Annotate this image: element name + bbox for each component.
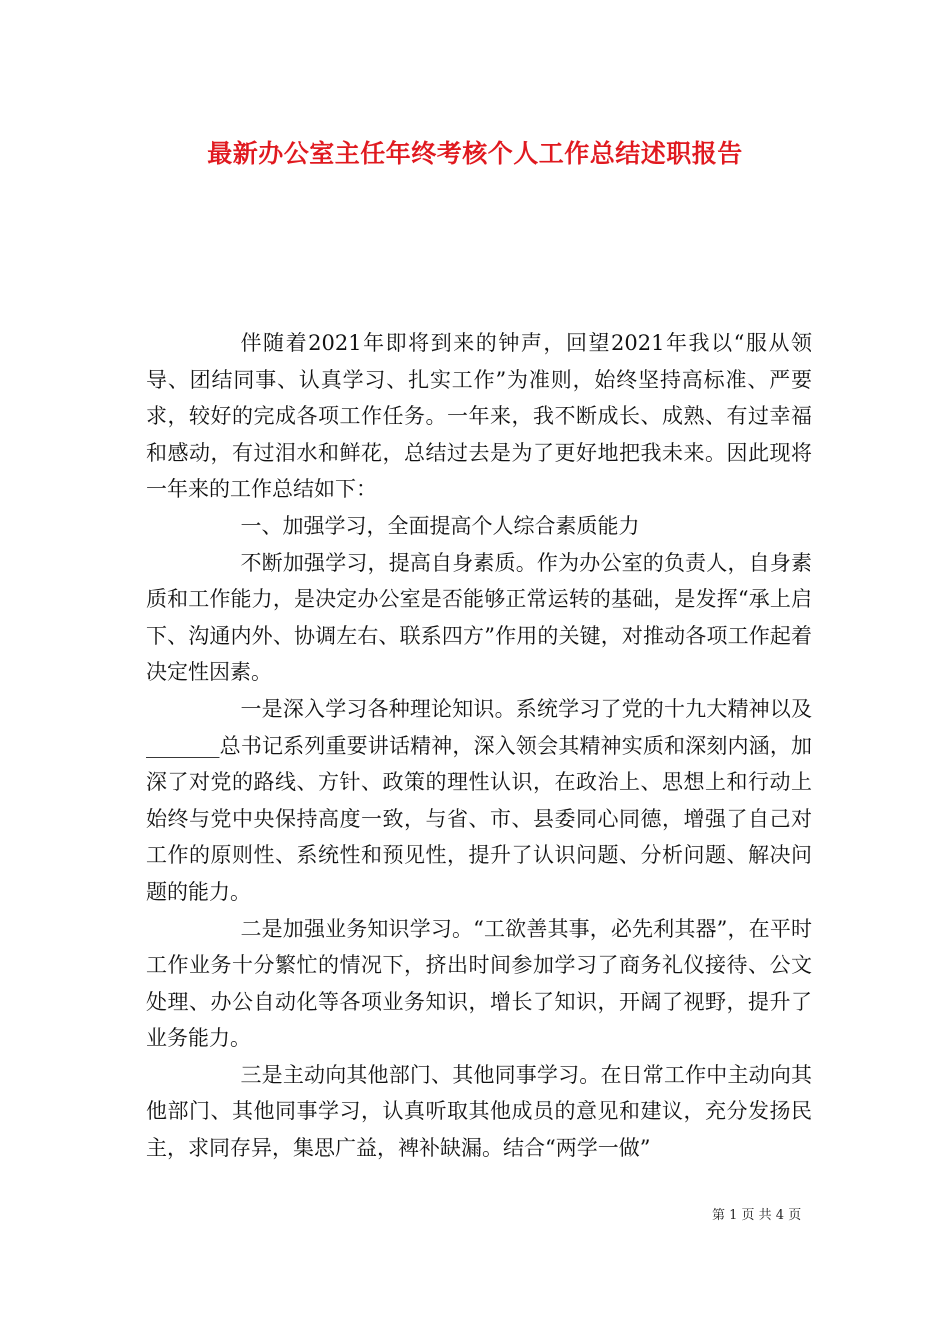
section-heading-1: 一、加强学习，全面提高个人综合素质能力: [240, 513, 640, 538]
document-body: [146, 325, 812, 1167]
document-title: 最新办公室主任年终考核个人工作总结述职报告: [207, 139, 743, 168]
paragraph-intro: 伴随着2021年即将到来的钟声，回望2021年我以“服从领导、团结同事、认真学习、扎实工作”为准则，始终坚持高标准、严要求，较好的完成各项工作任务。一年来，我不断成长、成熟、有过幸福和感动，有过泪水和鲜花，总结过去是为了更好地把我未来。因此现将一年来的工作总结如下：: [146, 331, 812, 502]
paragraph-business-study: 二是加强业务知识学习。“工欲善其事，必先利其器”，在平时工作业务十分繁忙的情况下，挤出时间参加学习了商务礼仪接待、公文处理、办公自动化等各项业务知识，增长了知识，开阔了视野，提升了业务能力。: [146, 916, 812, 1051]
paragraph-theory-study: 一是深入学习各种理论知识。系统学习了党的十九大精神以及_______总书记系列重要讲话精神，深入领会其精神实质和深刻内涵，加深了对党的路线、方针、政策的理性认识，在政治上、思想上和行动上始终与党中央保持高度一致，与省、市、县委同心同德，增强了自己对工作的原则性、系统性和预见性，提升了认识问题、分析问题、解决问题的能力。: [146, 696, 812, 904]
paragraph-learn-from-others: 三是主动向其他部门、其他同事学习。在日常工作中主动向其他部门、其他同事学习，认真听取其他成员的意见和建议，充分发扬民主，求同存异，集思广益，裨补缺漏。结合“两学一做”: [146, 1062, 812, 1161]
paragraph-self-improvement: 不断加强学习，提高自身素质。作为办公室的负责人，自身素质和工作能力，是决定办公室是否能够正常运转的基础，是发挥“承上启下、沟通内外、协调左右、联系四方”作用的关键，对推动各项工作起着决定性因素。: [146, 550, 812, 685]
page-number-footer: 第 1 页 共 4 页: [712, 1208, 802, 1223]
